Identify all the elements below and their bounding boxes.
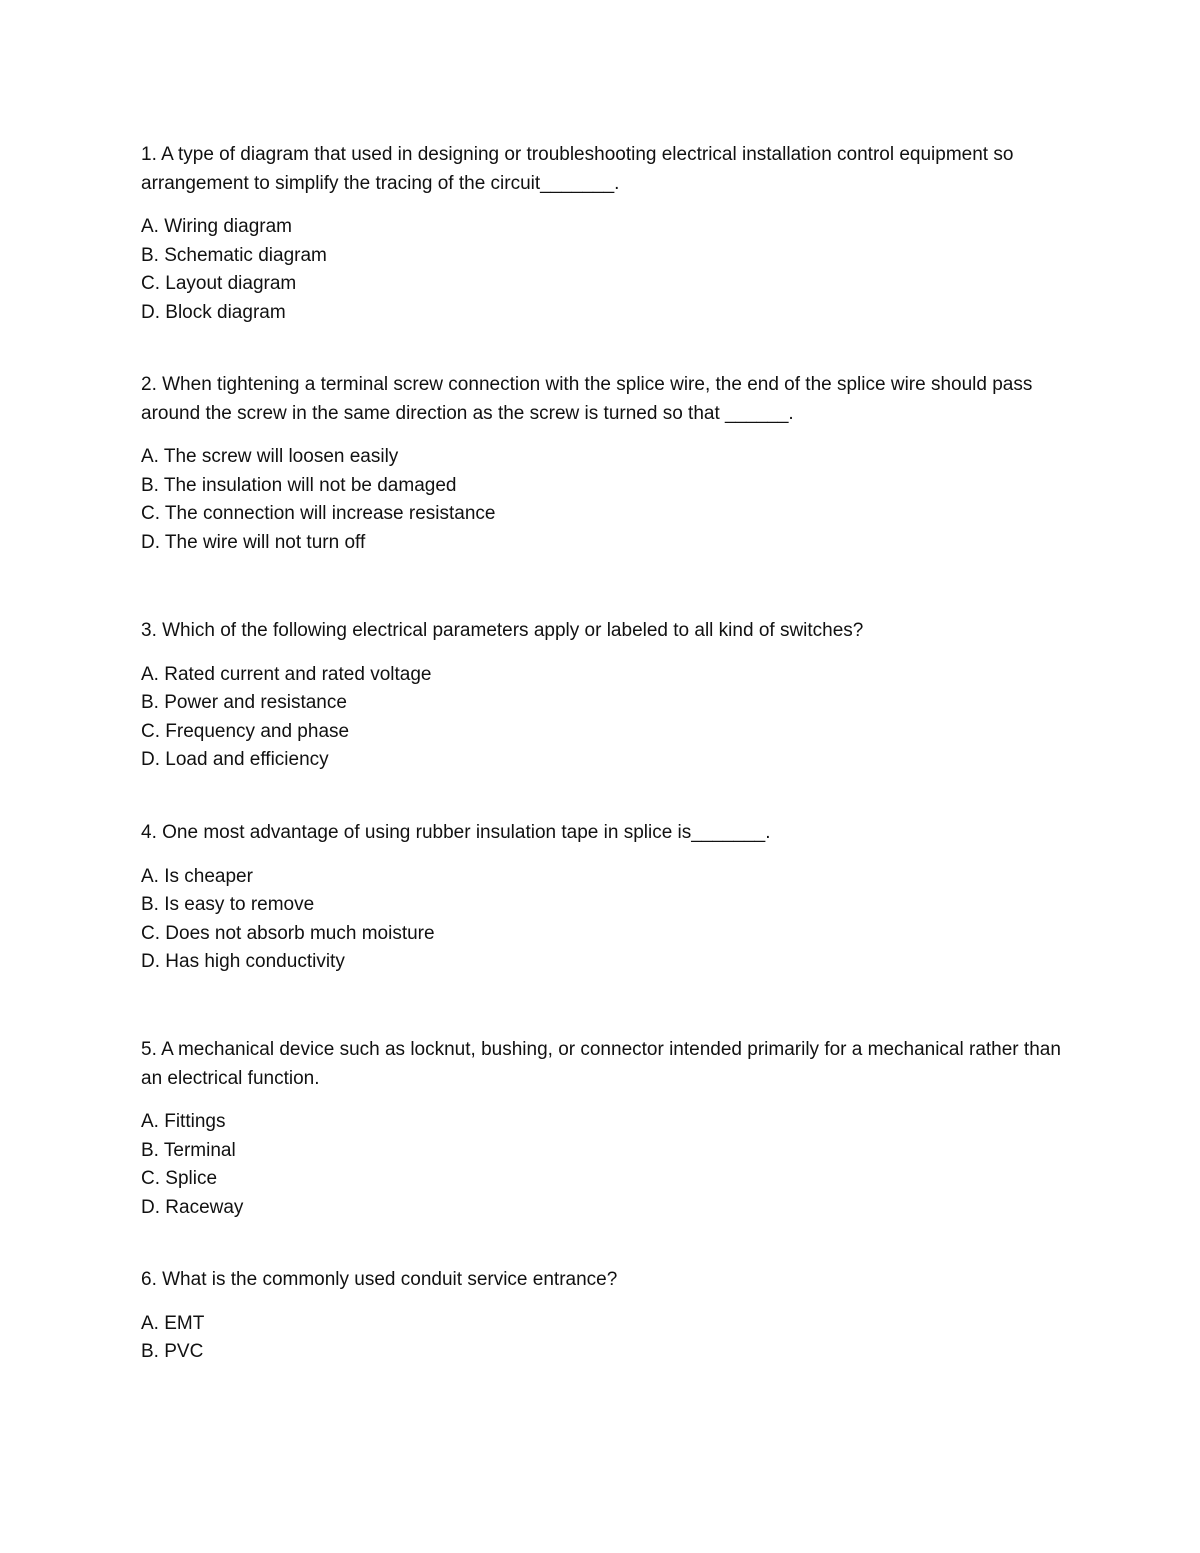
answer-option: C. Frequency and phase <box>141 720 350 742</box>
answer-option: B. Power and resistance <box>141 692 347 713</box>
question-text: 4. One most advantage of using rubber insulation tape in splice is_______. <box>141 822 771 843</box>
answer-option: A. EMT <box>141 1312 205 1334</box>
question-2 <box>141 371 1071 557</box>
answer-option: C. Layout diagram <box>141 273 297 294</box>
answer-options <box>141 863 1071 977</box>
answer-option: C. Does not absorb much moisture <box>141 922 435 944</box>
answer-option: B. Is easy to remove <box>141 894 315 915</box>
answer-option: A. The screw will loosen easily <box>141 446 399 467</box>
question-text: 3. Which of the following electrical parameters apply or labeled to all kind of switches? <box>141 620 864 641</box>
answer-option: D. Block diagram <box>141 301 286 323</box>
question-text: 2. When tightening a terminal screw connection with the splice wire, the end of the splice wire should pass around the screw in the same direction as the screw is turned so that ______. <box>141 374 1033 424</box>
question-5 <box>141 1036 1071 1222</box>
answer-option: B. Schematic diagram <box>141 244 327 266</box>
answer-option: D. Has high conductivity <box>141 951 345 972</box>
answer-option: D. The wire will not turn off <box>141 531 366 553</box>
question-3 <box>141 617 1071 775</box>
question-1 <box>141 141 1071 327</box>
answer-options <box>141 661 1071 775</box>
question-text: 1. A type of diagram that used in designing or troubleshooting electrical installation control equipment so arrangement to simplify the tracing of the circuit_______. <box>141 144 1014 194</box>
question-text: 6. What is the commonly used conduit service entrance? <box>141 1269 618 1290</box>
answer-option: C. The connection will increase resistance <box>141 503 496 524</box>
question-6 <box>141 1266 1071 1367</box>
answer-option: D. Load and efficiency <box>141 749 329 770</box>
answer-option: A. Is cheaper <box>141 865 253 887</box>
answer-option: A. Wiring diagram <box>141 216 292 237</box>
answer-options <box>141 213 1071 327</box>
answer-options <box>141 443 1071 557</box>
answer-option: B. Terminal <box>141 1139 236 1161</box>
answer-option: A. Fittings <box>141 1111 226 1132</box>
answer-option: A. Rated current and rated voltage <box>141 663 432 685</box>
answer-options <box>141 1310 1071 1367</box>
answer-option: B. The insulation will not be damaged <box>141 474 457 496</box>
answer-options <box>141 1108 1071 1222</box>
answer-option: D. Raceway <box>141 1196 244 1218</box>
question-4 <box>141 819 1071 977</box>
answer-option: B. PVC <box>141 1341 204 1362</box>
question-text: 5. A mechanical device such as locknut, bushing, or connector intended primarily for a mechanical rather than an electrical function. <box>141 1039 1061 1089</box>
answer-option: C. Splice <box>141 1168 218 1189</box>
